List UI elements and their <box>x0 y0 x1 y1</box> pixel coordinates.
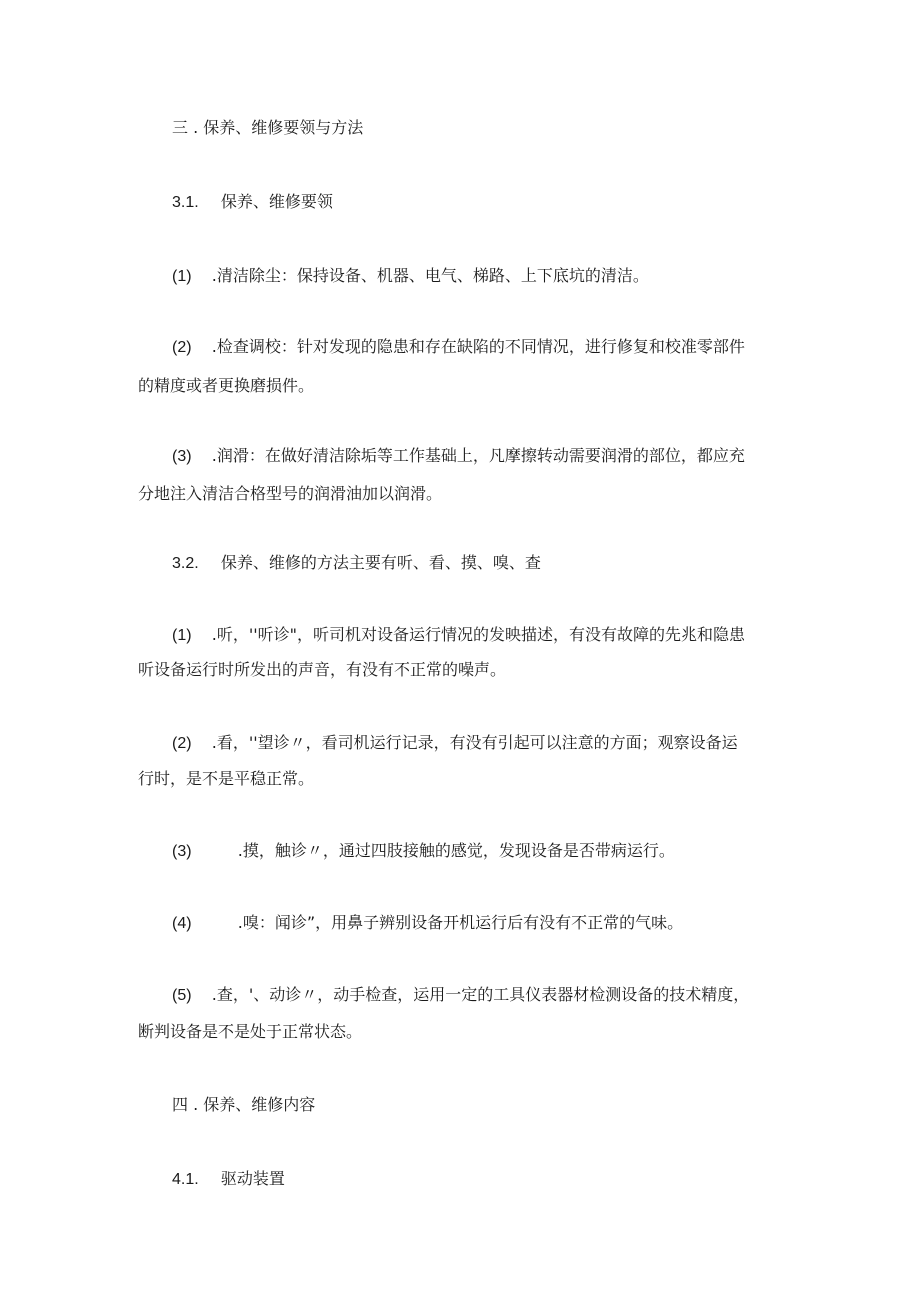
item-text: .清洁除尘：保持设备、机器、电气、梯路、上下底坑的清洁。 <box>211 266 649 285</box>
item-text: .润滑：在做好清洁除垢等工作基础上，凡摩擦转动需要润滑的部位，都应充 <box>211 446 745 465</box>
list-item-3-1-2-continuation: 的精度或者更换磨损件。 <box>138 376 315 395</box>
list-item-3-2-5 <box>172 985 749 1006</box>
subsection-title: 驱动装置 <box>220 1169 285 1188</box>
subsection-number: 3.2. <box>172 555 199 572</box>
list-item-3-2-2 <box>172 733 738 754</box>
list-item-3-1-2 <box>172 337 745 358</box>
item-label: (3) <box>172 843 192 860</box>
item-label: (1) <box>172 268 192 285</box>
item-text: .嗅：闻诊”，用鼻子辨别设备开机运行后有没有不正常的气味。 <box>237 913 684 932</box>
subsection-4-1-heading <box>172 1169 285 1190</box>
item-text: .摸，触诊〃，通过四肢接触的感觉，发现设备是否带病运行。 <box>237 841 675 860</box>
subsection-title: 保养、维修要领 <box>220 192 333 211</box>
item-label: (1) <box>172 627 192 644</box>
subsection-3-1-heading <box>172 192 333 213</box>
item-text: .听，''听诊"，听司机对设备运行情况的发映描述，有没有故障的先兆和隐患 <box>211 625 745 644</box>
item-text: .检查调校：针对发现的隐患和存在缺陷的不同情况，进行修复和校准零部件 <box>211 337 745 356</box>
list-item-3-2-3 <box>172 841 675 862</box>
subsection-title: 保养、维修的方法主要有听、看、摸、嗅、查 <box>220 553 541 572</box>
item-label: (3) <box>172 448 192 465</box>
list-item-3-2-1 <box>172 625 745 646</box>
subsection-number: 3.1. <box>172 194 199 211</box>
section-4-heading: 四 . 保养、维修内容 <box>172 1095 316 1114</box>
subsection-number: 4.1. <box>172 1171 199 1188</box>
subsection-3-2-heading <box>172 553 541 574</box>
list-item-3-2-2-continuation: 行时，是不是平稳正常。 <box>138 769 315 788</box>
item-label: (4) <box>172 915 192 932</box>
item-text: .看，''望诊〃，看司机运行记录，有没有引起可以注意的方面；观察设备运 <box>211 733 738 752</box>
list-item-3-2-4 <box>172 913 683 934</box>
item-text: .查，'、动诊〃，动手检查，运用一定的工具仪表器材检测设备的技术精度， <box>211 985 750 1004</box>
section-3-heading: 三 . 保养、维修要领与方法 <box>172 118 364 137</box>
item-label: (5) <box>172 987 192 1004</box>
item-label: (2) <box>172 339 192 356</box>
list-item-3-2-5-continuation: 断判设备是不是处于正常状态。 <box>138 1022 363 1041</box>
list-item-3-1-3-continuation: 分地注入清洁合格型号的润滑油加以润滑。 <box>138 484 443 503</box>
item-label: (2) <box>172 735 192 752</box>
list-item-3-1-1 <box>172 266 649 287</box>
list-item-3-1-3 <box>172 446 745 467</box>
list-item-3-2-1-continuation: 听设备运行时所发出的声音，有没有不正常的噪声。 <box>138 660 507 679</box>
